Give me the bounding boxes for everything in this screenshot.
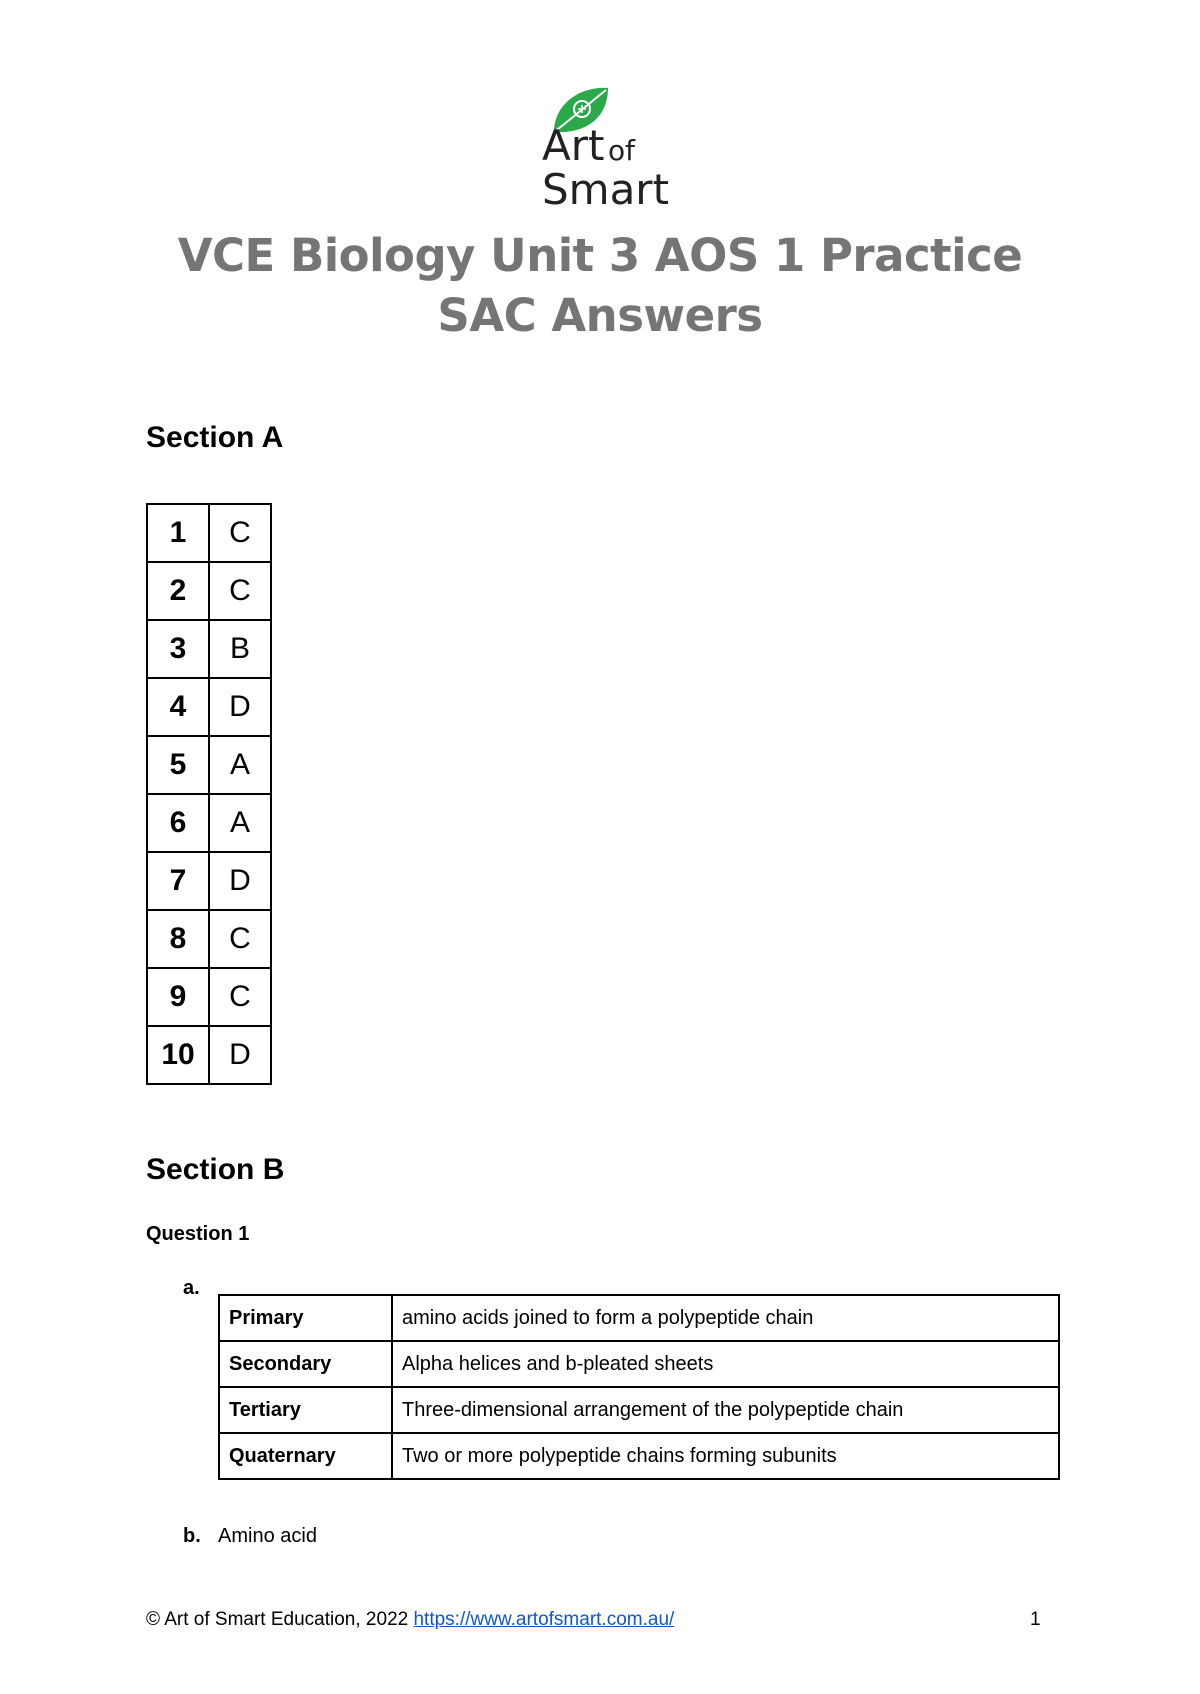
question-number: 4 bbox=[147, 678, 209, 736]
protein-structure-table bbox=[218, 1294, 1060, 1480]
question-number: 9 bbox=[147, 968, 209, 1026]
logo-text-smart: Smart bbox=[542, 165, 670, 214]
structure-table-body bbox=[219, 1295, 1059, 1479]
answer-letter: B bbox=[209, 620, 271, 678]
logo-graphic bbox=[540, 82, 672, 214]
part-b-answer: Amino acid bbox=[218, 1525, 317, 1547]
footer-link[interactable]: https://www.artofsmart.com.au/ bbox=[413, 1609, 675, 1630]
answer-row bbox=[147, 794, 271, 852]
answer-letter: C bbox=[209, 504, 271, 562]
structure-level: Secondary bbox=[219, 1341, 392, 1387]
question-number: 5 bbox=[147, 736, 209, 794]
part-b-label: b. bbox=[183, 1525, 201, 1547]
structure-description: Three-dimensional arrangement of the polypeptide chain bbox=[392, 1387, 1059, 1433]
question-number: 1 bbox=[147, 504, 209, 562]
answer-row bbox=[147, 852, 271, 910]
question-number: 7 bbox=[147, 852, 209, 910]
answer-letter: A bbox=[209, 736, 271, 794]
page-number: 1 bbox=[1030, 1609, 1041, 1630]
structure-row bbox=[219, 1341, 1059, 1387]
part-a-label: a. bbox=[183, 1277, 200, 1299]
answer-letter: D bbox=[209, 678, 271, 736]
section-b-heading: Section B bbox=[146, 1153, 285, 1186]
answer-letter: A bbox=[209, 794, 271, 852]
structure-level: Primary bbox=[219, 1295, 392, 1341]
question-number: 8 bbox=[147, 910, 209, 968]
footer bbox=[146, 1608, 674, 1632]
answer-row bbox=[147, 562, 271, 620]
logo-text-art: Art bbox=[542, 121, 605, 170]
structure-description: Two or more polypeptide chains forming subunits bbox=[392, 1433, 1059, 1479]
answer-row bbox=[147, 678, 271, 736]
question-1-heading: Question 1 bbox=[146, 1223, 250, 1245]
structure-row bbox=[219, 1433, 1059, 1479]
title-line-1: VCE Biology Unit 3 AOS 1 Practice bbox=[177, 229, 1023, 282]
answer-row bbox=[147, 968, 271, 1026]
answer-table-body bbox=[147, 504, 271, 1084]
question-number: 10 bbox=[147, 1026, 209, 1084]
section-a-heading: Section A bbox=[146, 421, 284, 454]
structure-description: Alpha helices and b-pleated sheets bbox=[392, 1341, 1059, 1387]
question-number: 6 bbox=[147, 794, 209, 852]
footer-copyright: © Art of Smart Education, 2022 bbox=[146, 1609, 414, 1630]
title-line-2: SAC Answers bbox=[437, 289, 763, 342]
logo-text-of: of bbox=[608, 134, 635, 167]
question-number: 3 bbox=[147, 620, 209, 678]
answer-letter: C bbox=[209, 910, 271, 968]
section-a-answer-table bbox=[146, 503, 272, 1085]
page-title bbox=[0, 226, 1200, 346]
answer-row bbox=[147, 504, 271, 562]
answer-letter: C bbox=[209, 968, 271, 1026]
art-of-smart-logo bbox=[540, 82, 672, 214]
answer-letter: D bbox=[209, 852, 271, 910]
structure-level: Quaternary bbox=[219, 1433, 392, 1479]
structure-row bbox=[219, 1387, 1059, 1433]
answer-row bbox=[147, 910, 271, 968]
answer-row bbox=[147, 620, 271, 678]
answer-letter: D bbox=[209, 1026, 271, 1084]
structure-level: Tertiary bbox=[219, 1387, 392, 1433]
structure-description: amino acids joined to form a polypeptide chain bbox=[392, 1295, 1059, 1341]
answer-row bbox=[147, 1026, 271, 1084]
structure-row bbox=[219, 1295, 1059, 1341]
question-number: 2 bbox=[147, 562, 209, 620]
answer-row bbox=[147, 736, 271, 794]
answer-letter: C bbox=[209, 562, 271, 620]
